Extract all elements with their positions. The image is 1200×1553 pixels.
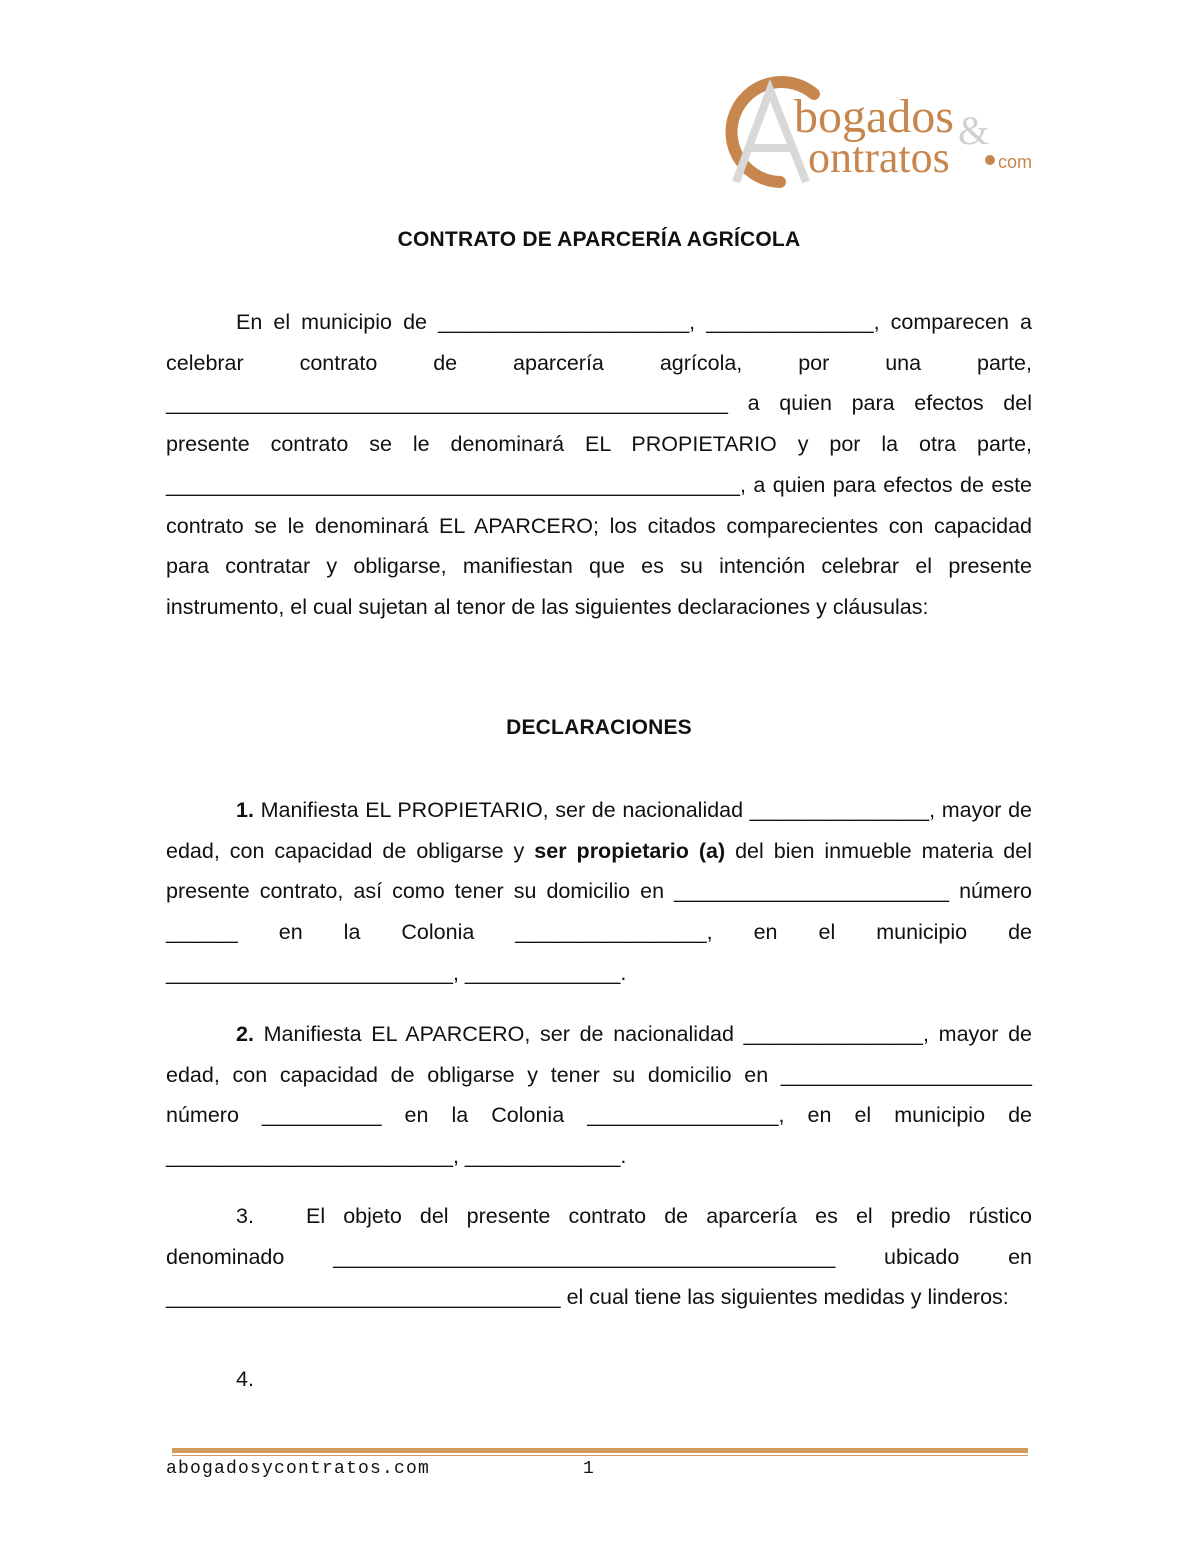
footer-website: abogadosycontratos.com xyxy=(166,1459,431,1479)
footer-divider-thin xyxy=(172,1455,1028,1456)
declaration-2-text: Manifiesta EL APARCERO, ser de nacionalidad _______________, mayor de edad, con capacidad de obligarse y tener su domicilio en _____________________ número __________ en la Colonia ________________, en el municipio de ________________________, _____________. xyxy=(166,1022,1032,1169)
declaration-3 xyxy=(166,1196,1032,1318)
declaraciones-heading: DECLARACIONES xyxy=(506,716,692,739)
declaration-1-bold: ser propietario (a) xyxy=(534,838,726,863)
declaration-1-text-b: del bien inmueble materia del presente contrato, así como tener su domicilio en _______________________ número ______ en la Colonia ________________, en el municipio de ________________________, _____________. xyxy=(166,838,1032,985)
declaration-2-number: 2. xyxy=(236,1022,254,1046)
declaration-4-number: 4. xyxy=(236,1367,254,1391)
declaration-3-text: El objeto del presente contrato de aparcería es el predio rústico denominado __________________________________________ ubicado en _________________________________ el cual tiene las siguientes medidas y linderos: xyxy=(166,1204,1032,1310)
declaration-1-number: 1. xyxy=(236,798,254,822)
page-number: 1 xyxy=(583,1459,594,1479)
footer-divider xyxy=(172,1448,1028,1453)
declaration-1 xyxy=(166,790,1032,994)
svg-text:ontratos: ontratos xyxy=(808,133,950,182)
declaration-4 xyxy=(166,1359,1032,1400)
svg-text:com: com xyxy=(998,152,1033,172)
svg-text:&: & xyxy=(958,108,990,153)
declaration-3-number: 3. xyxy=(236,1204,254,1228)
svg-text:bogados: bogados xyxy=(794,90,954,143)
intro-paragraph xyxy=(166,302,1032,628)
document-title: CONTRATO DE APARCERÍA AGRÍCOLA xyxy=(397,228,801,251)
abogados-contratos-logo xyxy=(722,70,1042,200)
declaration-2 xyxy=(166,1014,1032,1177)
intro-text: En el municipio de _____________________, ______________, comparecen a celebrar contrato de aparcería agrícola, por una parte, _______________________________________________ a quien para efectos del presente contrato se le denominará EL PROPIETARIO y por la otra parte, ________________________________________________, a quien para efectos de este contrato se le denominará EL APARCERO; los citados comparecientes con capacidad para contratar y obligarse, manifiestan que es su intención celebrar el presente instrumento, el cual sujetan al tenor de las siguientes declaraciones y cláusulas: xyxy=(166,310,1032,619)
declaration-1-text-a: Manifiesta EL PROPIETARIO, ser de nacionalidad _______________, mayor de edad, con capacidad de obligarse y xyxy=(166,798,1032,863)
